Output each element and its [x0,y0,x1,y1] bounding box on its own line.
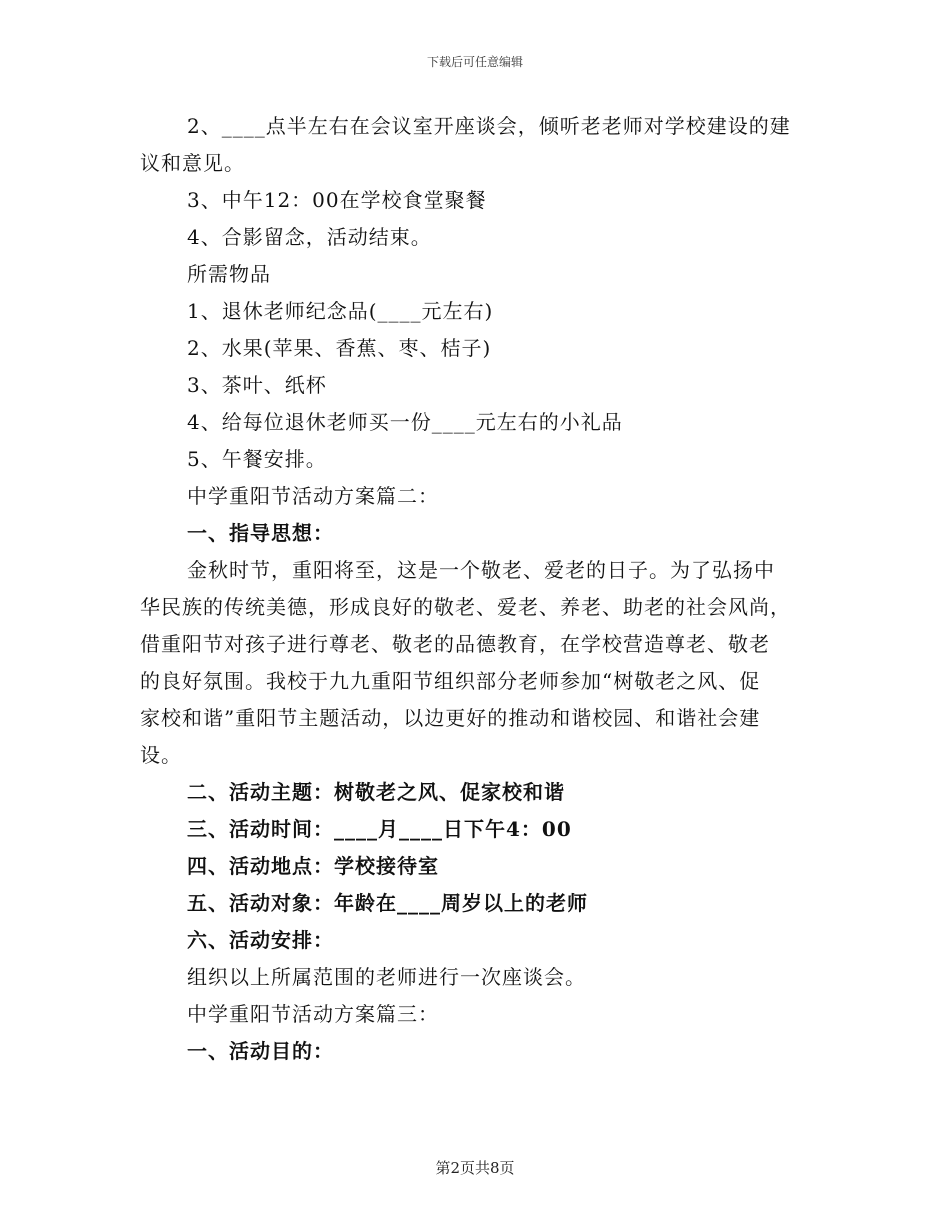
paragraph-line: 家校和谐”重阳节主题活动，以边更好的推动和谐校园、和谐社会建 [140,706,761,730]
paragraph-line: 4、给每位退休老师买一份____元左右的小礼品 [187,410,623,434]
paragraph-line: 金秋时节，重阳将至，这是一个敬老、爱老的日子。为了弘扬中 [187,558,775,582]
section-heading: 五、活动对象：年龄在____周岁以上的老师 [187,891,588,915]
paragraph-line: 所需物品 [187,262,271,286]
paragraph-line: 1、退休老师纪念品(____元左右) [187,299,494,323]
section-heading: 三、活动时间：____月____日下午4：00 [187,817,572,841]
paragraph-line: 议和意见。 [140,151,245,175]
page-header: 下载后可任意编辑 [426,55,523,69]
section-heading: 二、活动主题：树敬老之风、促家校和谐 [187,780,565,804]
paragraph-line: 3、茶叶、纸杯 [187,373,327,397]
paragraph-line: 中学重阳节活动方案篇三： [187,1002,439,1026]
section-heading: 一、活动目的： [187,1039,334,1063]
section-heading: 六、活动安排： [187,928,334,952]
page-footer: 第2页共8页 [435,1159,515,1177]
paragraph-line: 3、中午12：00在学校食堂聚餐 [187,188,487,212]
section-heading: 一、指导思想： [187,521,334,545]
paragraph-line: 4、合影留念，活动结束。 [187,225,432,249]
paragraph-line: 5、午餐安排。 [187,447,327,471]
paragraph-line: 借重阳节对孩子进行尊老、敬老的品德教育，在学校营造尊老、敬老 [140,632,770,656]
paragraph-line: 2、____点半左右在会议室开座谈会，倾听老老师对学校建设的建 [187,114,791,138]
paragraph-line: 组织以上所属范围的老师进行一次座谈会。 [187,965,586,989]
paragraph-line: 设。 [140,743,182,767]
document-body [140,108,815,1070]
section-heading: 四、活动地点：学校接待室 [187,854,439,878]
paragraph-line: 中学重阳节活动方案篇二： [187,484,439,508]
paragraph-line: 2、水果(苹果、香蕉、枣、桔子) [187,336,492,360]
paragraph-line: 华民族的传统美德，形成良好的敬老、爱老、养老、助老的社会风尚， [140,595,791,619]
paragraph-line: 的良好氛围。我校于九九重阳节组织部分老师参加“树敬老之风、促 [140,669,761,693]
